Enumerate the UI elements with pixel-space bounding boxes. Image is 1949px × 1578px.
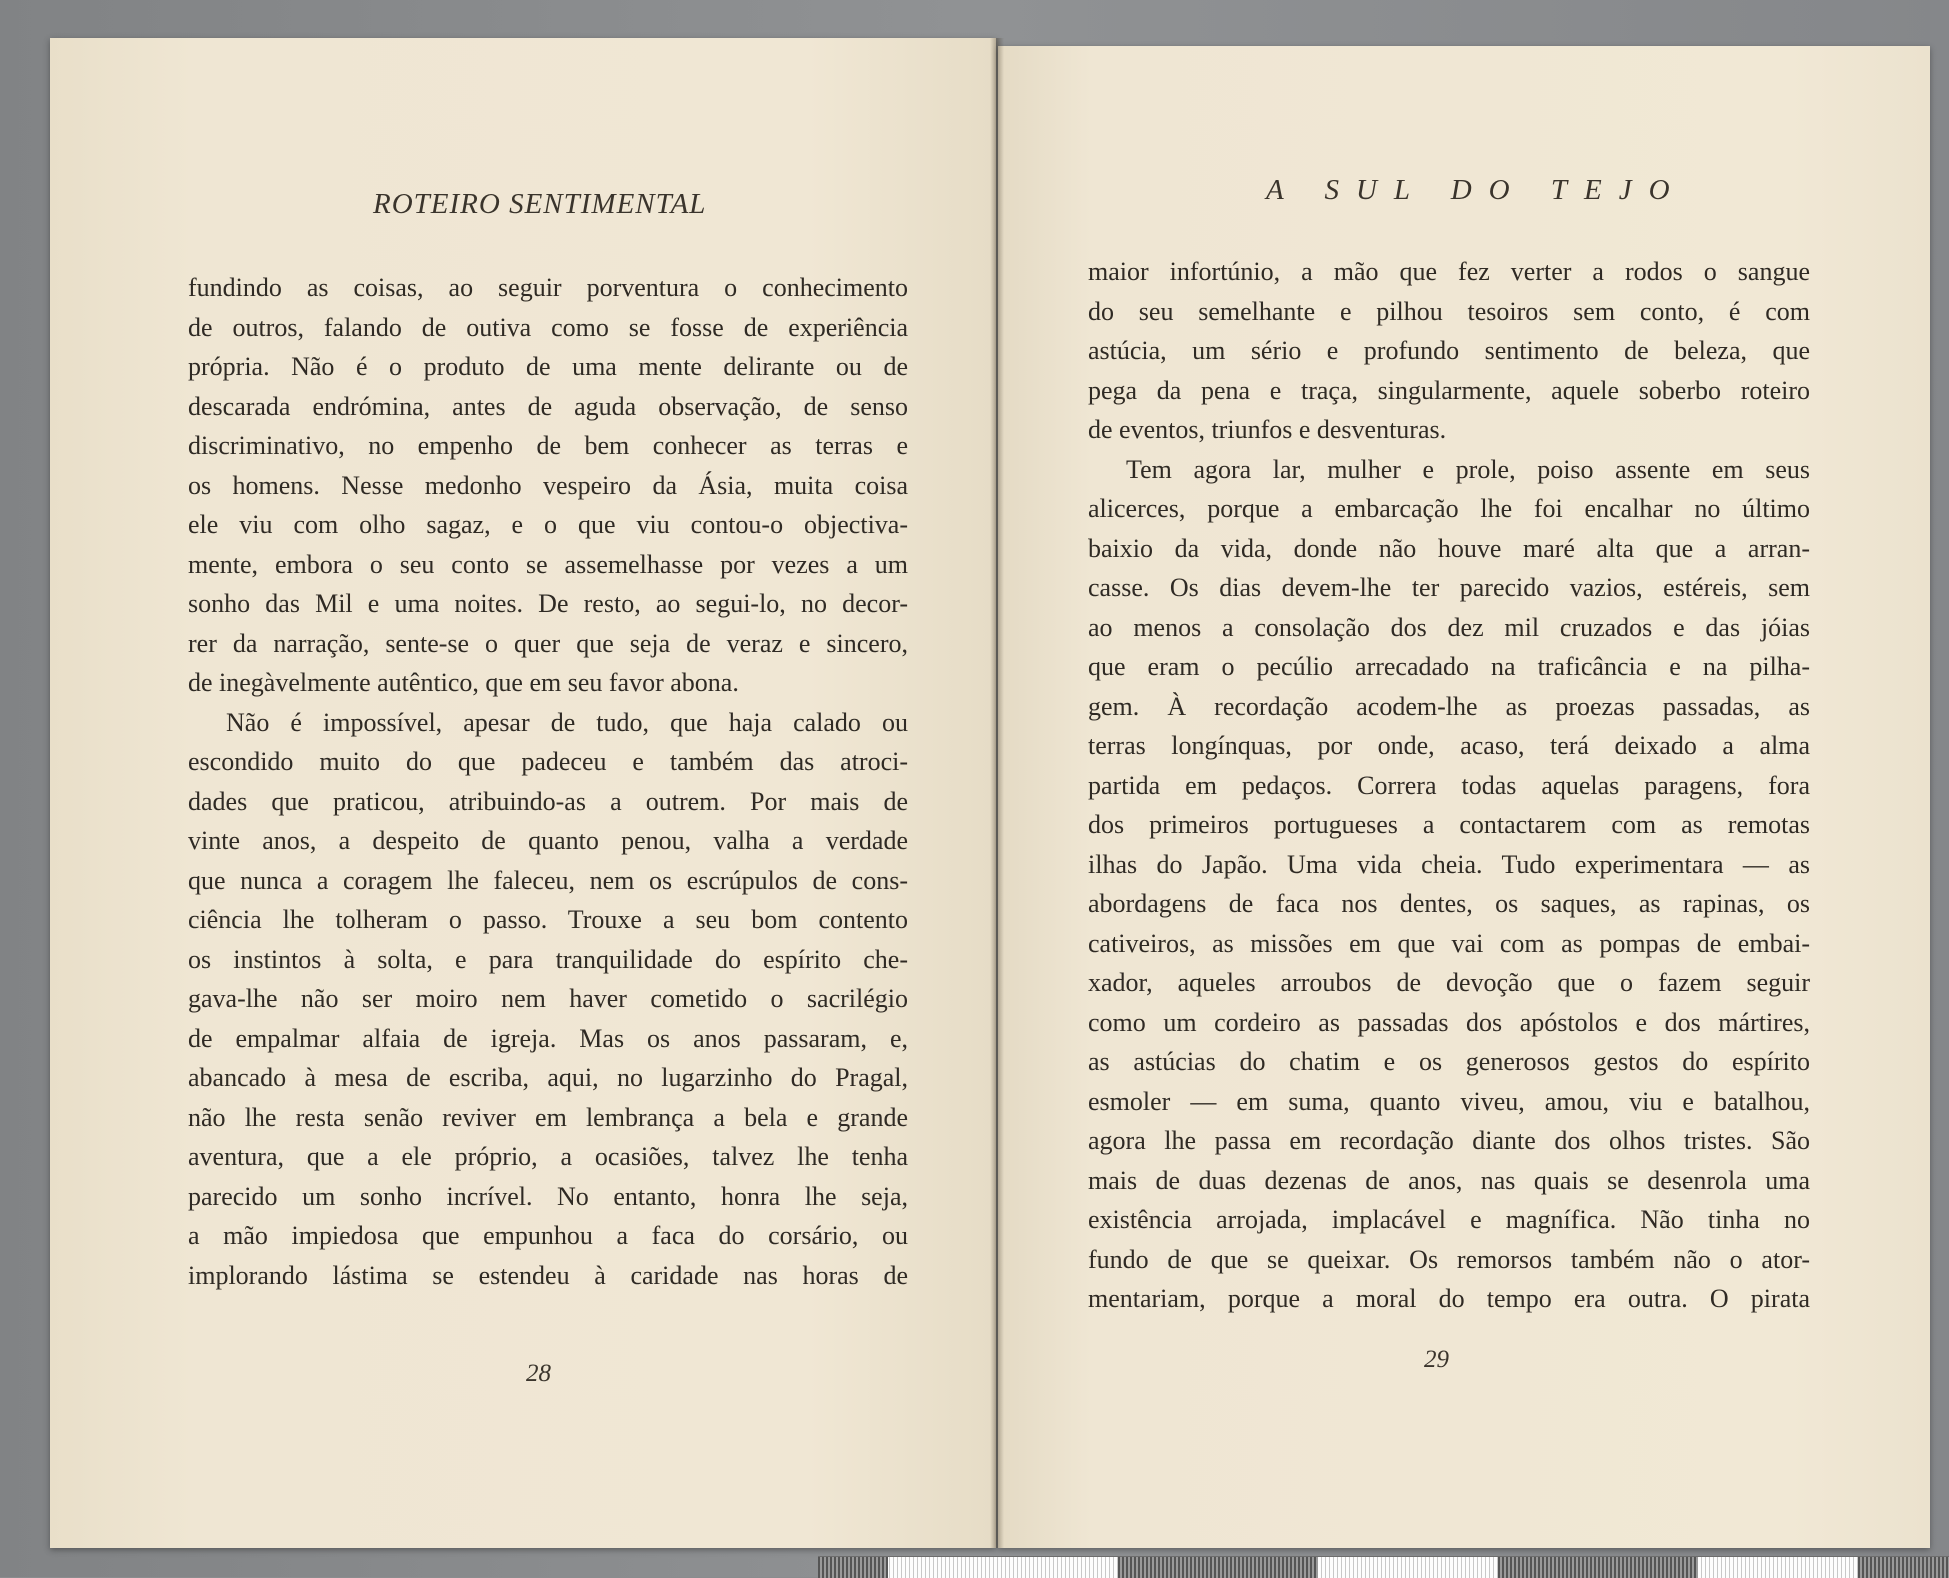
right-running-head: A SUL DO TEJO — [1266, 174, 1687, 206]
body-line: não lhe resta senão reviver em lembrança a bela e grande — [188, 1102, 908, 1132]
body-line: Não é impossível, apesar de tudo, que haja calado ou — [226, 707, 908, 737]
book-gutter — [990, 38, 1004, 1548]
right-page — [998, 46, 1930, 1548]
body-line: vinte anos, a despeito de quanto penou, valha a verdade — [188, 826, 908, 855]
body-line: sonho das Mil e uma noites. De resto, ao segui-lo, no decor- — [188, 589, 908, 618]
body-line: xador, aqueles arroubos de devoção que o fazem seguir — [1088, 968, 1810, 997]
scale-segment — [818, 1557, 888, 1578]
body-line: os instintos à solta, e para tranquilidade do espírito che- — [188, 944, 908, 974]
body-line: maior infortúnio, a mão que fez verter a rodos o sangue — [1088, 257, 1810, 286]
body-line: fundindo as coisas, ao seguir porventura o conhecimento — [188, 273, 908, 302]
body-line: baixio da vida, donde não houve maré alta que a arran- — [1088, 533, 1810, 563]
body-line: própria. Não é o produto de uma mente delirante ou de — [188, 352, 908, 381]
body-line: de outros, falando de outiva como se fosse de experiência — [188, 312, 908, 342]
body-line: escondido muito do que padeceu e também das atroci- — [188, 747, 908, 776]
body-line: ilhas do Japão. Uma vida cheia. Tudo experimentara — as — [1088, 849, 1810, 879]
body-line: gava-lhe não ser moiro nem haver cometido o sacrilégio — [188, 984, 908, 1013]
body-line: rer da narração, sente-se o quer que seja de veraz e sincero, — [188, 628, 908, 658]
body-line: descarada endrómina, antes de aguda observação, de senso — [188, 391, 908, 421]
body-line: gem. À recordação acodem-lhe as proezas passadas, as — [1088, 691, 1810, 721]
left-running-head: ROTEIRO SENTIMENTAL — [373, 188, 707, 220]
left-page — [50, 38, 996, 1548]
body-line: mais de duas dezenas de anos, nas quais se desenrola uma — [1088, 1165, 1810, 1195]
right-page-body — [1088, 252, 1810, 1319]
scale-segment — [1858, 1557, 1949, 1578]
body-line: mentariam, porque a moral do tempo era outra. O pirata — [1088, 1284, 1810, 1313]
body-line: ao menos a consolação dos dez mil cruzados e das jóias — [1088, 612, 1810, 642]
body-line: astúcia, um sério e profundo sentimento de beleza, que — [1088, 336, 1810, 365]
scale-segment — [1118, 1557, 1318, 1578]
body-line: ciência lhe tolheram o passo. Trouxe a seu bom contento — [188, 905, 908, 934]
body-line: fundo de que se queixar. Os remorsos também não o ator- — [1088, 1244, 1810, 1274]
body-line: que eram o pecúlio arrecadado na traficância e na pilha- — [1088, 652, 1810, 681]
left-page-body — [188, 268, 908, 1295]
body-line: alicerces, porque a embarcação lhe foi encalhar no último — [1088, 494, 1810, 523]
body-line: abordagens de faca nos dentes, os saques, as rapinas, os — [1088, 889, 1810, 918]
body-line: de eventos, triunfos e desventuras. — [1088, 415, 1447, 444]
body-line: aventura, que a ele próprio, a ocasiões, talvez lhe tenha — [188, 1142, 908, 1171]
scale-segment — [1498, 1557, 1698, 1578]
body-line: implorando lástima se estendeu à caridade nas horas de — [188, 1260, 908, 1290]
body-line: as astúcias do chatim e os generosos gestos do espírito — [1088, 1047, 1810, 1076]
body-line: de empalmar alfaia de igreja. Mas os anos passaram, e, — [188, 1023, 908, 1053]
body-line: discriminativo, no empenho de bem conhecer as terras e — [188, 431, 908, 460]
color-scale-bar — [818, 1556, 1949, 1578]
body-line: dades que praticou, atribuindo-as a outrem. Por mais de — [188, 786, 908, 816]
body-line: ele viu com olho sagaz, e o que viu contou-o objectiva- — [188, 510, 908, 539]
body-line: cativeiros, as missões em que vai com as pompas de embai- — [1088, 928, 1810, 958]
body-line: esmoler — em suma, quanto viveu, amou, viu e batalhou, — [1088, 1086, 1810, 1116]
body-line: casse. Os dias devem-lhe ter parecido vazios, estéreis, sem — [1088, 573, 1810, 602]
body-line: os homens. Nesse medonho vespeiro da Ásia, muita coisa — [188, 470, 908, 500]
left-page-number: 28 — [526, 1360, 551, 1387]
body-line: dos primeiros portugueses a contactarem com as remotas — [1088, 810, 1810, 839]
body-line: abancado à mesa de escriba, aqui, no lugarzinho do Pragal, — [188, 1063, 908, 1092]
body-line: do seu semelhante e pilhou tesoiros sem conto, é com — [1088, 296, 1810, 326]
body-line: que nunca a coragem lhe faleceu, nem os escrúpulos de cons- — [188, 865, 908, 895]
body-line: Tem agora lar, mulher e prole, poiso assente em seus — [1126, 454, 1810, 484]
body-line: terras longínquas, por onde, acaso, terá deixado a alma — [1088, 731, 1810, 760]
body-line: mente, embora o seu conto se assemelhasse por vezes a um — [188, 549, 908, 579]
body-line: partida em pedaços. Correra todas aquelas paragens, fora — [1088, 770, 1810, 800]
body-line: a mão impiedosa que empunhou a faca do corsário, ou — [188, 1221, 908, 1250]
body-line: de inegàvelmente autêntico, que em seu favor abona. — [188, 668, 739, 697]
body-line: como um cordeiro as passadas dos apóstolos e dos mártires, — [1088, 1007, 1810, 1037]
right-page-number: 29 — [1424, 1346, 1449, 1373]
body-line: existência arrojada, implacável e magnífica. Não tinha no — [1088, 1205, 1810, 1234]
body-line: agora lhe passa em recordação diante dos olhos tristes. São — [1088, 1126, 1810, 1155]
body-line: parecido um sonho incrível. No entanto, honra lhe seja, — [188, 1181, 908, 1211]
body-line: pega da pena e traça, singularmente, aquele soberbo roteiro — [1088, 375, 1810, 405]
